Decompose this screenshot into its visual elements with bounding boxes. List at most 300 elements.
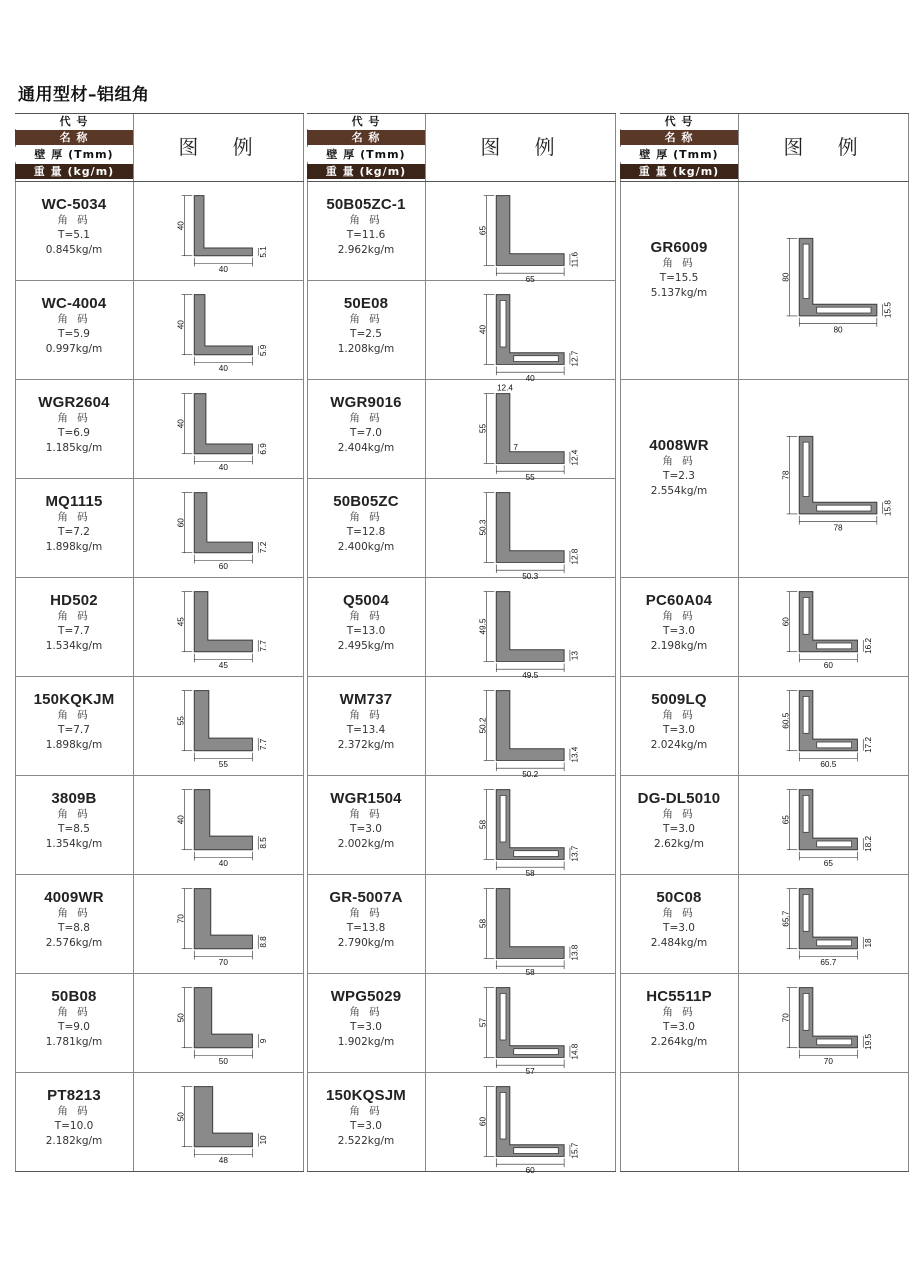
profile-diagram bbox=[741, 877, 906, 972]
item-info bbox=[620, 592, 738, 654]
header-figure: 图 例 bbox=[178, 135, 267, 159]
list-item bbox=[307, 776, 616, 878]
item-weight: 2.554kg/m bbox=[650, 485, 708, 497]
item-thickness: T=3.0 bbox=[350, 1120, 382, 1132]
item-thickness: T=3.0 bbox=[350, 1021, 382, 1033]
header-name: 名 称 bbox=[15, 130, 133, 145]
dim-height-label: 40 bbox=[176, 815, 186, 825]
item-weight: 2.400kg/m bbox=[337, 541, 395, 553]
item-info bbox=[620, 889, 738, 951]
profile-diagram bbox=[136, 1075, 301, 1170]
header-code: 代 号 bbox=[620, 114, 738, 129]
item-thickness: T=3.0 bbox=[663, 625, 695, 637]
profile-shape bbox=[799, 238, 877, 316]
dim-width-label: 40 bbox=[218, 463, 228, 473]
dim-height-label: 49.5 bbox=[478, 618, 488, 635]
dim-thickness-label: 14.8 bbox=[570, 1043, 580, 1060]
item-thickness: T=13.8 bbox=[346, 922, 386, 934]
dim-thickness-label: 7.7 bbox=[259, 738, 268, 751]
item-thickness: T=5.9 bbox=[58, 328, 90, 340]
item-thickness: T=2.5 bbox=[350, 328, 382, 340]
header-name: 名 称 bbox=[620, 130, 738, 145]
item-code: 5009LQ bbox=[651, 691, 707, 708]
item-weight: 2.002kg/m bbox=[337, 838, 395, 850]
list-item bbox=[307, 182, 616, 284]
header-thickness: 壁 厚 (Tmm) bbox=[307, 147, 425, 162]
item-info bbox=[15, 988, 133, 1050]
item-thickness: T=7.7 bbox=[58, 625, 90, 637]
dim-height-label: 65.7 bbox=[781, 910, 791, 927]
dim-width-label: 55 bbox=[525, 472, 535, 482]
item-weight: 2.522kg/m bbox=[337, 1135, 395, 1147]
list-item bbox=[307, 1073, 616, 1175]
item-code: 3809B bbox=[51, 790, 97, 807]
profile-shape bbox=[496, 592, 564, 662]
item-name: 角 码 bbox=[662, 709, 696, 721]
item-info bbox=[15, 889, 133, 951]
profile-cavity bbox=[817, 505, 871, 511]
item-weight: 2.962kg/m bbox=[337, 244, 395, 256]
item-thickness: T=11.6 bbox=[346, 229, 386, 241]
header-name: 名 称 bbox=[307, 130, 425, 145]
item-thickness: T=10.0 bbox=[54, 1120, 94, 1132]
item-thickness: T=13.4 bbox=[346, 724, 386, 736]
dim-width-label: 65 bbox=[823, 859, 833, 869]
dim-height-label: 50.2 bbox=[478, 717, 488, 734]
dim-height-label: 60.5 bbox=[781, 712, 791, 729]
dim-width-label: 65 bbox=[525, 274, 535, 284]
item-name: 角 码 bbox=[349, 511, 383, 523]
item-weight: 2.182kg/m bbox=[45, 1135, 103, 1147]
item-code: WC-5034 bbox=[41, 196, 107, 213]
list-item bbox=[307, 479, 616, 581]
profile-shape bbox=[194, 196, 252, 256]
dim-height-label: 55 bbox=[478, 423, 488, 434]
item-code: PC60A04 bbox=[645, 592, 713, 609]
item-thickness: T=3.0 bbox=[663, 1021, 695, 1033]
profile-shape bbox=[496, 295, 564, 365]
item-thickness: T=7.2 bbox=[58, 526, 90, 538]
item-name: 角 码 bbox=[662, 610, 696, 622]
item-info bbox=[15, 493, 133, 555]
dim-height-label: 70 bbox=[176, 914, 186, 924]
item-code: 150KQKJM bbox=[33, 691, 115, 708]
header-labels bbox=[307, 114, 424, 181]
profile-diagram bbox=[136, 976, 301, 1071]
header-weight: 重 量 (kg/m) bbox=[307, 164, 425, 179]
dim-height-label: 65 bbox=[781, 815, 791, 825]
item-thickness: T=6.9 bbox=[58, 427, 90, 439]
profile-diagram bbox=[428, 481, 613, 581]
profile-shape bbox=[194, 790, 252, 850]
dim-width-label: 60 bbox=[525, 1165, 535, 1175]
dim-height-label: 58 bbox=[478, 918, 488, 929]
item-info bbox=[620, 691, 738, 753]
dim-height-label: 40 bbox=[478, 324, 488, 335]
dim-thickness-label: 11.6 bbox=[570, 251, 580, 268]
profile-diagram bbox=[428, 679, 613, 779]
item-thickness: T=8.5 bbox=[58, 823, 90, 835]
item-thickness: T=12.8 bbox=[346, 526, 386, 538]
item-name: 角 码 bbox=[662, 808, 696, 820]
item-weight: 2.372kg/m bbox=[337, 739, 395, 751]
item-info bbox=[15, 790, 133, 852]
profile-shape bbox=[194, 691, 252, 751]
profile-shape bbox=[496, 889, 564, 959]
profile-shape bbox=[496, 1087, 564, 1157]
item-code: HD502 bbox=[50, 592, 98, 609]
dim-height-label: 65 bbox=[478, 225, 488, 236]
list-item bbox=[15, 578, 304, 677]
dim-thickness-label: 10 bbox=[259, 1135, 268, 1145]
item-info bbox=[620, 239, 738, 301]
dim-width-label: 80 bbox=[833, 325, 843, 335]
profile-cavity bbox=[803, 442, 809, 496]
item-weight: 5.137kg/m bbox=[650, 287, 708, 299]
item-weight: 1.185kg/m bbox=[45, 442, 103, 454]
dim-height-label: 60 bbox=[781, 617, 791, 627]
item-code: WPG5029 bbox=[330, 988, 402, 1005]
list-item bbox=[620, 182, 909, 380]
item-code: Q5004 bbox=[342, 592, 390, 609]
profile-diagram bbox=[136, 481, 301, 576]
profile-diagram bbox=[428, 580, 613, 680]
item-weight: 1.898kg/m bbox=[45, 541, 103, 553]
dim-height-label: 78 bbox=[781, 470, 791, 480]
profile-diagram bbox=[741, 679, 906, 774]
item-thickness: T=3.0 bbox=[663, 724, 695, 736]
dim-thickness-label: 17.2 bbox=[864, 736, 873, 753]
dim-height-label: 45 bbox=[176, 617, 186, 627]
item-info bbox=[307, 790, 425, 852]
list-item bbox=[307, 875, 616, 977]
dim-extra-label: 7 bbox=[513, 442, 518, 452]
item-code: 4008WR bbox=[649, 437, 709, 454]
item-name: 角 码 bbox=[349, 1105, 383, 1117]
item-code: 150KQSJM bbox=[326, 1087, 406, 1104]
list-item bbox=[307, 578, 616, 680]
list-item bbox=[307, 974, 616, 1076]
dim-width-label: 70 bbox=[823, 1057, 833, 1067]
item-name: 角 码 bbox=[57, 610, 91, 622]
profile-cavity bbox=[500, 1092, 506, 1139]
profile-cavity bbox=[500, 300, 506, 347]
dim-width-label: 50.2 bbox=[522, 769, 539, 779]
dim-height-label: 60 bbox=[478, 1116, 488, 1127]
item-name: 角 码 bbox=[662, 1006, 696, 1018]
profile-shape bbox=[194, 394, 252, 454]
item-name: 角 码 bbox=[349, 214, 383, 226]
item-thickness: T=3.0 bbox=[663, 823, 695, 835]
list-item bbox=[15, 974, 304, 1073]
dim-width-label: 70 bbox=[218, 958, 228, 968]
dim-width-label: 57 bbox=[525, 1066, 535, 1076]
header-weight: 重 量 (kg/m) bbox=[620, 164, 738, 179]
profile-diagram bbox=[741, 976, 906, 1071]
profile-diagram bbox=[136, 580, 301, 675]
item-info bbox=[307, 295, 425, 357]
profile-cavity bbox=[817, 1039, 852, 1045]
item-code: 50B05ZC-1 bbox=[326, 196, 406, 213]
item-weight: 1.898kg/m bbox=[45, 739, 103, 751]
item-name: 角 码 bbox=[57, 313, 91, 325]
item-name: 角 码 bbox=[57, 1105, 91, 1117]
list-item bbox=[15, 776, 304, 875]
item-info bbox=[307, 691, 425, 753]
item-code: 50B08 bbox=[51, 988, 97, 1005]
item-weight: 2.790kg/m bbox=[337, 937, 395, 949]
item-thickness: T=2.3 bbox=[663, 470, 695, 482]
profile-shape bbox=[194, 295, 252, 355]
item-weight: 0.845kg/m bbox=[45, 244, 103, 256]
header-weight: 重 量 (kg/m) bbox=[15, 164, 133, 179]
dim-width-label: 78 bbox=[833, 523, 843, 533]
item-info bbox=[620, 988, 738, 1050]
header-thickness: 壁 厚 (Tmm) bbox=[620, 147, 738, 162]
dim-thickness-label: 5.9 bbox=[259, 344, 268, 357]
dim-width-label: 50.3 bbox=[522, 571, 539, 581]
profile-diagram bbox=[741, 184, 906, 378]
profile-cavity bbox=[817, 643, 852, 649]
profile-cavity bbox=[514, 356, 559, 362]
profile-shape bbox=[496, 493, 564, 563]
dim-thickness-label: 13.7 bbox=[570, 845, 580, 862]
item-weight: 2.198kg/m bbox=[650, 640, 708, 652]
item-info bbox=[307, 196, 425, 258]
profile-cavity bbox=[514, 851, 559, 857]
profile-cavity bbox=[803, 894, 809, 931]
list-item bbox=[307, 380, 616, 482]
item-code: GR6009 bbox=[650, 239, 708, 256]
page-title: 通用型材–铝组角 bbox=[18, 85, 150, 105]
item-weight: 1.781kg/m bbox=[45, 1036, 103, 1048]
dim-width-label: 50 bbox=[218, 1057, 228, 1067]
item-name: 角 码 bbox=[662, 455, 696, 467]
dim-thickness-label: 18 bbox=[864, 938, 873, 948]
item-code: 50B05ZC bbox=[333, 493, 399, 510]
item-name: 角 码 bbox=[349, 610, 383, 622]
item-info bbox=[307, 988, 425, 1050]
list-item bbox=[620, 578, 909, 677]
item-thickness: T=5.1 bbox=[58, 229, 90, 241]
item-thickness: T=15.5 bbox=[659, 272, 699, 284]
item-info bbox=[307, 889, 425, 951]
item-info bbox=[307, 394, 425, 456]
item-name: 角 码 bbox=[57, 808, 91, 820]
list-item bbox=[15, 479, 304, 578]
profile-diagram bbox=[428, 382, 613, 482]
item-code: WGR1504 bbox=[330, 790, 402, 807]
profile-cavity bbox=[803, 795, 809, 832]
list-item bbox=[307, 677, 616, 779]
table-header bbox=[307, 114, 616, 182]
dim-height-label: 57 bbox=[478, 1017, 488, 1028]
profile-diagram bbox=[428, 184, 613, 284]
dim-width-label: 65.7 bbox=[820, 958, 837, 968]
profile-diagram bbox=[136, 877, 301, 972]
list-item bbox=[15, 380, 304, 479]
dim-width-label: 58 bbox=[525, 868, 535, 878]
item-info bbox=[307, 592, 425, 654]
profile-shape bbox=[799, 436, 877, 514]
dim-top-label: 12.4 bbox=[496, 383, 513, 393]
dim-thickness-label: 12.8 bbox=[570, 548, 580, 565]
profile-cavity bbox=[803, 244, 809, 298]
profile-shape bbox=[496, 394, 564, 464]
item-name: 角 码 bbox=[57, 709, 91, 721]
table-header bbox=[15, 114, 304, 182]
item-thickness: T=7.0 bbox=[350, 427, 382, 439]
dim-height-label: 40 bbox=[176, 221, 186, 231]
profile-cavity bbox=[817, 940, 852, 946]
profile-shape bbox=[194, 592, 252, 652]
item-code: 4009WR bbox=[44, 889, 104, 906]
item-code: PT8213 bbox=[47, 1087, 101, 1104]
profile-shape bbox=[496, 790, 564, 860]
item-info bbox=[307, 493, 425, 555]
item-thickness: T=13.0 bbox=[346, 625, 386, 637]
profile-shape bbox=[496, 196, 564, 266]
profile-diagram bbox=[428, 283, 613, 383]
profile-cavity bbox=[514, 1148, 559, 1154]
item-name: 角 码 bbox=[57, 412, 91, 424]
profile-shape bbox=[194, 493, 252, 553]
header-code: 代 号 bbox=[15, 114, 133, 129]
item-info bbox=[15, 1087, 133, 1149]
header-figure: 图 例 bbox=[783, 135, 872, 159]
dim-thickness-label: 12.7 bbox=[570, 350, 580, 367]
item-name: 角 码 bbox=[57, 511, 91, 523]
list-item bbox=[620, 875, 909, 974]
item-name: 角 码 bbox=[57, 214, 91, 226]
item-weight: 2.576kg/m bbox=[45, 937, 103, 949]
dim-height-label: 70 bbox=[781, 1013, 791, 1023]
dim-thickness-label: 12.4 bbox=[570, 449, 580, 466]
item-info bbox=[15, 691, 133, 753]
profile-cavity bbox=[803, 696, 809, 733]
item-info bbox=[15, 394, 133, 456]
dim-thickness-label: 7.7 bbox=[259, 640, 268, 652]
dim-height-label: 50 bbox=[176, 1112, 186, 1122]
dim-width-label: 60 bbox=[823, 661, 833, 671]
header-labels bbox=[620, 114, 737, 181]
dim-thickness-label: 16.2 bbox=[864, 637, 873, 654]
dim-thickness-label: 8.5 bbox=[259, 837, 268, 849]
profile-cavity bbox=[500, 795, 506, 842]
item-code: WC-4004 bbox=[41, 295, 107, 312]
profile-cavity bbox=[803, 597, 809, 634]
dim-width-label: 58 bbox=[525, 967, 535, 977]
dim-height-label: 60 bbox=[176, 518, 186, 528]
item-name: 角 码 bbox=[57, 1006, 91, 1018]
header-code: 代 号 bbox=[307, 114, 425, 129]
item-name: 角 码 bbox=[349, 808, 383, 820]
item-code: 50E08 bbox=[343, 295, 389, 312]
header-figure: 图 例 bbox=[480, 135, 569, 159]
item-thickness: T=3.0 bbox=[663, 922, 695, 934]
item-name: 角 码 bbox=[662, 257, 696, 269]
item-code: MQ1115 bbox=[45, 493, 103, 510]
dim-width-label: 40 bbox=[218, 265, 228, 275]
dim-thickness-label: 5.1 bbox=[259, 246, 268, 258]
catalog-column bbox=[307, 113, 616, 1175]
list-item bbox=[620, 677, 909, 776]
list-item bbox=[15, 875, 304, 974]
item-code: WGR2604 bbox=[38, 394, 110, 411]
item-weight: 2.024kg/m bbox=[650, 739, 708, 751]
dim-thickness-label: 7.2 bbox=[259, 541, 268, 554]
list-item bbox=[15, 677, 304, 776]
profile-diagram bbox=[136, 184, 301, 279]
profile-cavity bbox=[817, 841, 852, 847]
profile-diagram bbox=[136, 778, 301, 873]
item-thickness: T=9.0 bbox=[58, 1021, 90, 1033]
header-labels bbox=[15, 114, 132, 181]
catalog-column bbox=[15, 113, 304, 1172]
item-weight: 2.484kg/m bbox=[650, 937, 708, 949]
item-code: WM737 bbox=[339, 691, 393, 708]
item-weight: 1.354kg/m bbox=[45, 838, 103, 850]
dim-thickness-label: 6.9 bbox=[259, 443, 268, 455]
profile-diagram bbox=[428, 1075, 613, 1175]
profile-shape bbox=[496, 988, 564, 1058]
item-weight: 2.264kg/m bbox=[650, 1036, 708, 1048]
dim-thickness-label: 9 bbox=[259, 1038, 268, 1044]
table-header bbox=[620, 114, 909, 182]
dim-height-label: 58 bbox=[478, 819, 488, 830]
item-info bbox=[620, 790, 738, 852]
header-thickness: 壁 厚 (Tmm) bbox=[15, 147, 133, 162]
dim-thickness-label: 13.8 bbox=[570, 944, 580, 961]
profile-cavity bbox=[500, 993, 506, 1040]
list-item bbox=[15, 1073, 304, 1172]
item-name: 角 码 bbox=[349, 412, 383, 424]
dim-height-label: 55 bbox=[176, 716, 186, 726]
profile-shape bbox=[496, 691, 564, 761]
profile-diagram bbox=[136, 283, 301, 378]
dim-width-label: 40 bbox=[218, 859, 228, 869]
item-weight: 2.404kg/m bbox=[337, 442, 395, 454]
profile-cavity bbox=[803, 993, 809, 1030]
profile-diagram bbox=[741, 778, 906, 873]
item-weight: 2.62kg/m bbox=[654, 838, 704, 850]
profile-diagram bbox=[741, 382, 906, 576]
dim-thickness-label: 13.4 bbox=[570, 746, 580, 763]
profile-shape bbox=[194, 988, 252, 1048]
dim-height-label: 80 bbox=[781, 272, 791, 282]
item-code: 50C08 bbox=[656, 889, 702, 906]
item-code: HC5511P bbox=[646, 988, 712, 1005]
item-info bbox=[15, 592, 133, 654]
item-thickness: T=3.0 bbox=[350, 823, 382, 835]
item-weight: 0.997kg/m bbox=[45, 343, 103, 355]
profile-shape bbox=[194, 889, 252, 949]
dim-height-label: 40 bbox=[176, 320, 186, 330]
list-item bbox=[307, 281, 616, 383]
item-weight: 1.534kg/m bbox=[45, 640, 103, 652]
item-name: 角 码 bbox=[349, 907, 383, 919]
item-name: 角 码 bbox=[349, 709, 383, 721]
list-item bbox=[620, 974, 909, 1073]
dim-width-label: 55 bbox=[218, 760, 228, 770]
dim-thickness-label: 15.5 bbox=[883, 302, 893, 319]
dim-width-label: 40 bbox=[525, 373, 535, 383]
item-info bbox=[15, 295, 133, 357]
dim-thickness-label: 19.5 bbox=[864, 1033, 873, 1050]
list-item bbox=[620, 776, 909, 875]
profile-shape bbox=[194, 1087, 252, 1147]
profile-diagram bbox=[428, 778, 613, 878]
